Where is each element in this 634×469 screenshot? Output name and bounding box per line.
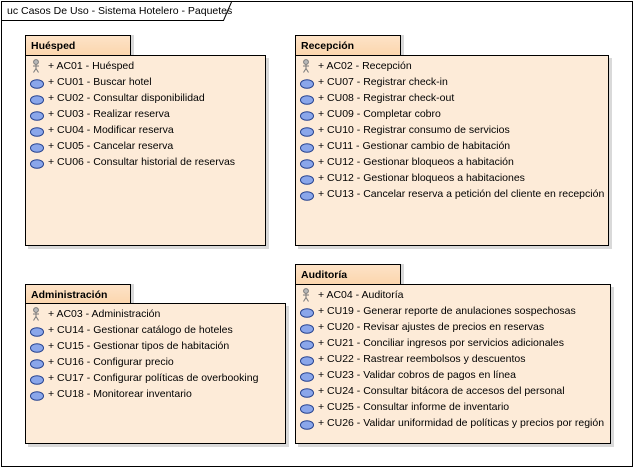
package-items xyxy=(30,58,235,170)
usecase-icon xyxy=(300,384,316,398)
usecase-item[interactable] xyxy=(30,322,258,338)
usecase-icon xyxy=(30,155,46,169)
item-label: + CU15 - Gestionar tipos de habitación xyxy=(48,340,230,352)
item-label: + CU11 - Gestionar cambio de habitación xyxy=(318,140,511,152)
usecase-item[interactable] xyxy=(300,319,604,335)
item-label: + AC01 - Huésped xyxy=(48,60,135,72)
package-recepcion[interactable] xyxy=(295,35,609,246)
item-label: + CU12 - Gestionar bloqueos a habitación xyxy=(318,156,514,168)
usecase-item[interactable] xyxy=(300,138,604,154)
usecase-icon xyxy=(300,107,316,121)
package-huesped[interactable] xyxy=(25,35,266,246)
package-tab xyxy=(25,35,131,55)
item-label: + CU23 - Validar cobros de pagos en línea xyxy=(318,369,516,381)
usecase-icon xyxy=(30,75,46,89)
usecase-icon xyxy=(300,91,316,105)
usecase-icon xyxy=(30,107,46,121)
package-tab xyxy=(25,284,131,304)
usecase-item[interactable] xyxy=(300,106,604,122)
item-label: + AC04 - Auditoría xyxy=(318,289,404,301)
usecase-item[interactable] xyxy=(300,170,604,186)
usecase-item[interactable] xyxy=(300,74,604,90)
item-label: + CU18 - Monitorear inventario xyxy=(48,388,192,400)
usecase-icon xyxy=(300,187,316,201)
item-label: + CU24 - Consultar bitácora de accesos del personal xyxy=(318,385,565,397)
usecase-item[interactable] xyxy=(30,74,235,90)
usecase-item[interactable] xyxy=(30,106,235,122)
usecase-icon xyxy=(300,155,316,169)
actor-icon xyxy=(300,288,316,302)
usecase-icon xyxy=(300,336,316,350)
package-body xyxy=(25,55,266,246)
item-label: + CU03 - Realizar reserva xyxy=(48,108,170,120)
usecase-icon xyxy=(300,75,316,89)
item-label: + CU19 - Generar reporte de anulaciones sospechosas xyxy=(318,305,576,317)
item-label: + AC02 - Recepción xyxy=(318,60,412,72)
usecase-icon xyxy=(300,416,316,430)
item-label: + CU04 - Modificar reserva xyxy=(48,124,174,136)
item-label: + CU10 - Registrar consumo de servicios xyxy=(318,124,510,136)
item-label: + CU17 - Configurar políticas de overbooking xyxy=(48,372,259,384)
package-name: Administración xyxy=(31,289,108,301)
actor-item[interactable] xyxy=(30,58,235,74)
usecase-icon xyxy=(30,323,46,337)
usecase-icon xyxy=(300,304,316,318)
item-label: + CU26 - Validar uniformidad de políticas y precios por región xyxy=(318,417,605,429)
usecase-icon xyxy=(30,91,46,105)
usecase-icon xyxy=(300,123,316,137)
usecase-item[interactable] xyxy=(30,338,258,354)
item-label: + CU09 - Completar cobro xyxy=(318,108,441,120)
item-label: + CU14 - Gestionar catálogo de hoteles xyxy=(48,324,233,336)
package-tab xyxy=(295,35,401,55)
package-body xyxy=(295,55,609,246)
actor-item[interactable] xyxy=(300,287,604,303)
item-label: + CU06 - Consultar historial de reservas xyxy=(48,156,236,168)
usecase-icon xyxy=(300,139,316,153)
package-tab xyxy=(295,264,401,284)
package-items xyxy=(300,287,604,431)
usecase-item[interactable] xyxy=(30,138,235,154)
item-label: + CU22 - Rastrear reembolsos y descuentos xyxy=(318,353,526,365)
item-label: + CU01 - Buscar hotel xyxy=(48,76,152,88)
item-label: + CU05 - Cancelar reserva xyxy=(48,140,174,152)
item-label: + CU16 - Configurar precio xyxy=(48,356,174,368)
actor-icon xyxy=(300,59,316,73)
item-label: + CU25 - Consultar informe de inventario xyxy=(318,401,510,413)
item-label: + CU08 - Registrar check-out xyxy=(318,92,455,104)
actor-icon xyxy=(30,59,46,73)
package-auditoria[interactable] xyxy=(295,264,611,444)
diagram-title: uc Casos De Uso - Sistema Hotelero - Paquetes xyxy=(7,5,233,17)
actor-icon xyxy=(30,307,46,321)
usecase-icon xyxy=(30,355,46,369)
item-label: + CU20 - Revisar ajustes de precios en reservas xyxy=(318,321,545,333)
usecase-item[interactable] xyxy=(300,351,604,367)
package-items xyxy=(30,306,258,402)
usecase-item[interactable] xyxy=(30,354,258,370)
usecase-item[interactable] xyxy=(30,154,235,170)
usecase-icon xyxy=(30,339,46,353)
actor-item[interactable] xyxy=(300,58,604,74)
usecase-icon xyxy=(300,171,316,185)
usecase-item[interactable] xyxy=(300,122,604,138)
usecase-item[interactable] xyxy=(30,386,258,402)
usecase-icon xyxy=(300,368,316,382)
usecase-item[interactable] xyxy=(300,154,604,170)
item-label: + CU02 - Consultar disponibilidad xyxy=(48,92,205,104)
usecase-item[interactable] xyxy=(300,367,604,383)
package-administracion[interactable] xyxy=(25,284,286,444)
usecase-icon xyxy=(30,123,46,137)
actor-item[interactable] xyxy=(30,306,258,322)
usecase-item[interactable] xyxy=(30,90,235,106)
usecase-item[interactable] xyxy=(300,383,604,399)
usecase-icon xyxy=(300,400,316,414)
item-label: + AC03 - Administración xyxy=(48,308,161,320)
usecase-item[interactable] xyxy=(300,415,604,431)
package-name: Huésped xyxy=(31,40,76,52)
usecase-item[interactable] xyxy=(300,303,604,319)
usecase-item[interactable] xyxy=(300,335,604,351)
package-name: Recepción xyxy=(301,40,355,52)
usecase-icon xyxy=(30,387,46,401)
diagram-title-tab xyxy=(2,2,234,22)
usecase-icon xyxy=(300,320,316,334)
item-label: + CU12 - Gestionar bloqueos a habitaciones xyxy=(318,172,525,184)
usecase-icon xyxy=(30,139,46,153)
item-label: + CU13 - Cancelar reserva a petición del cliente en recepción xyxy=(318,188,605,200)
package-name: Auditoría xyxy=(301,269,348,281)
usecase-item[interactable] xyxy=(300,186,604,202)
package-body xyxy=(25,303,286,444)
usecase-item[interactable] xyxy=(30,122,235,138)
package-body xyxy=(295,284,611,444)
usecase-item[interactable] xyxy=(300,90,604,106)
usecase-item[interactable] xyxy=(30,370,258,386)
item-label: + CU07 - Registrar check-in xyxy=(318,76,448,88)
package-items xyxy=(300,58,604,202)
usecase-item[interactable] xyxy=(300,399,604,415)
usecase-icon xyxy=(30,371,46,385)
item-label: + CU21 - Conciliar ingresos por servicios adicionales xyxy=(318,337,564,349)
usecase-icon xyxy=(300,352,316,366)
